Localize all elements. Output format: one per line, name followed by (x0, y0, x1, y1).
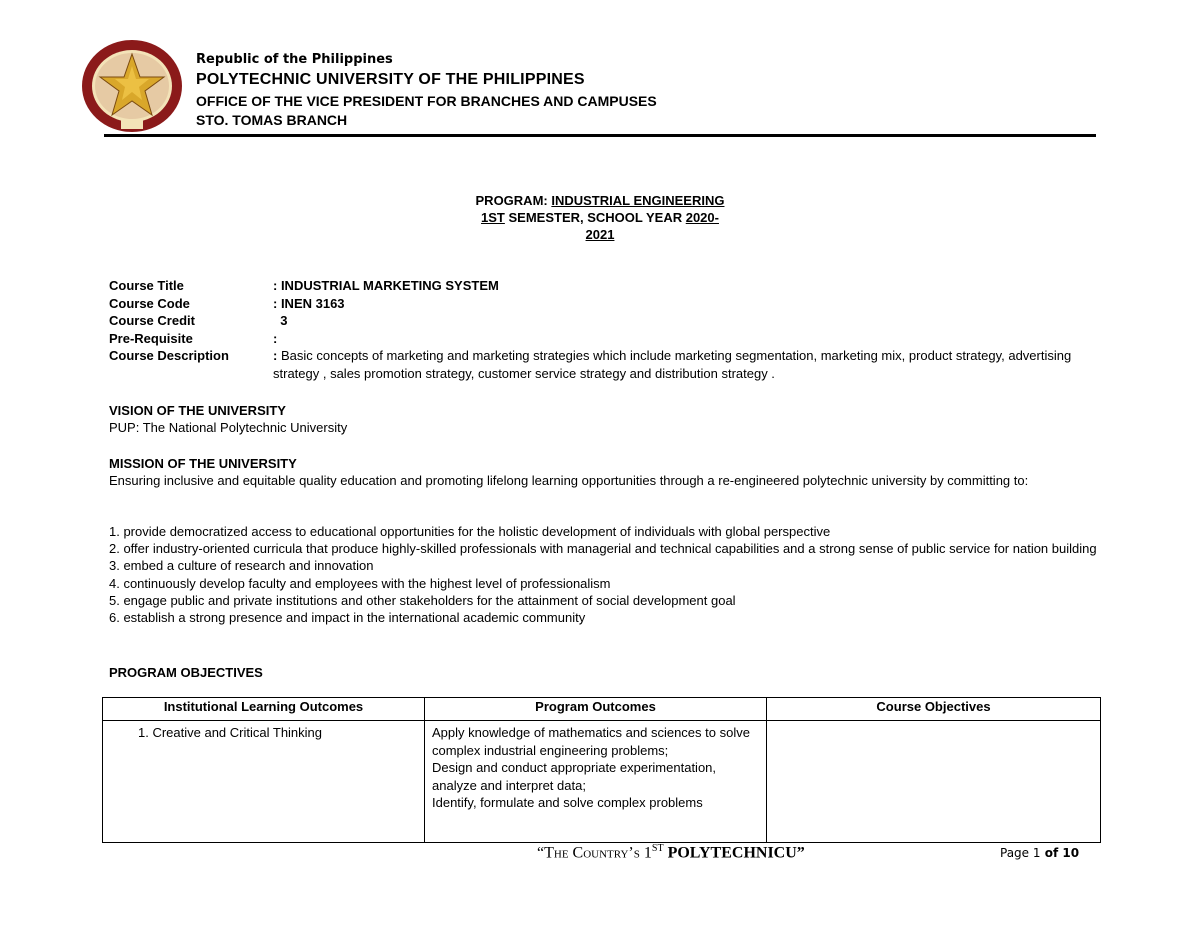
mission-item: 3. embed a culture of research and innovation (109, 558, 374, 574)
university-seal-logo (80, 38, 190, 134)
course-credit-row (109, 312, 1093, 330)
mission-item: 6. establish a strong presence and impact in the international academic community (109, 610, 586, 626)
column-header-course-objectives: Course Objectives (767, 698, 1101, 721)
course-title-row (109, 277, 1093, 295)
course-description-row (109, 347, 1093, 382)
mission-item: 5. engage public and private institutions and other stakeholders for the attainment of social development goal (109, 592, 736, 608)
page-number (1000, 846, 1079, 860)
column-header-program-outcomes: Program Outcomes (425, 698, 767, 721)
mission-list (109, 523, 1099, 626)
program-outcomes-cell: Apply knowledge of mathematics and sciences to solve complex industrial engineering problems; Design and conduct appropriate experimentation, analyze and interpret data; Identify, formulate and solve complex problems (425, 721, 767, 843)
prerequisite-row (109, 330, 1093, 348)
column-header-ilo: Institutional Learning Outcomes (103, 698, 425, 721)
objectives-section (109, 664, 1099, 681)
motto-superscript: ST (651, 843, 664, 854)
program-prefix: PROGRAM: (475, 193, 552, 208)
course-title-value: : INDUSTRIAL MARKETING SYSTEM (273, 278, 499, 293)
course-description-text (273, 347, 1093, 382)
course-code-label: Course Code (109, 295, 190, 311)
office-name: OFFICE OF THE VICE PRESIDENT FOR BRANCHES AND CAMPUSES (196, 93, 657, 109)
motto-prefix: “The Country’s 1 (537, 844, 652, 862)
mission-text: Ensuring inclusive and equitable quality education and promoting lifelong learning opportunities through a re-engineered polytechnic university by committing to: (109, 473, 1029, 488)
objectives-heading: PROGRAM OBJECTIVES (109, 665, 263, 680)
vision-section (109, 402, 1099, 436)
program-name: INDUSTRIAL ENGINEERING (551, 193, 725, 208)
vision-text: PUP: The National Polytechnic University (109, 420, 348, 435)
branch-name: STO. TOMAS BRANCH (196, 112, 348, 128)
page-of: of (1040, 846, 1063, 860)
program-heading (0, 192, 1200, 243)
footer-motto (537, 843, 805, 862)
table-row (103, 721, 1101, 843)
semester-rest: SEMESTER, SCHOOL YEAR (504, 210, 686, 225)
motto-suffix: POLYTECHNICU” (663, 844, 805, 862)
school-year-start: 2020- (685, 210, 719, 225)
page-total: 10 (1062, 846, 1080, 860)
ilo-cell: 1. Creative and Critical Thinking (103, 721, 425, 843)
vision-heading: VISION OF THE UNIVERSITY (109, 403, 286, 418)
mission-item: 4. continuously develop faculty and employees with the highest level of professionalism (109, 575, 611, 591)
mission-section (109, 455, 1099, 489)
page-current: 1 (1032, 846, 1041, 860)
course-code-value: : INEN 3163 (273, 295, 345, 311)
table-header-row (103, 698, 1101, 721)
course-credit-label: Course Credit (109, 313, 195, 328)
mission-heading: MISSION OF THE UNIVERSITY (109, 456, 297, 471)
mission-item: 2. offer industry-oriented curricula that produce highly-skilled professionals with managerial and technical capabilities and a strong sense of public service for nation building (109, 541, 1097, 557)
course-description-body: Basic concepts of marketing and marketing strategies which include marketing segmentation, marketing mix, product strategy, advertising strategy , sales promotion strategy, customer service strategy and distribution strategy . (273, 348, 1072, 381)
header-divider (104, 134, 1096, 137)
objectives-table (102, 697, 1101, 843)
course-info (109, 277, 1093, 382)
mission-item: 1. provide democratized access to educational opportunities for the holistic development of individuals with global perspective (109, 524, 831, 539)
course-objectives-cell (767, 721, 1101, 843)
course-code-row (109, 295, 1093, 313)
course-title-label: Course Title (109, 278, 184, 293)
page-label: Page (1000, 846, 1033, 860)
course-description-colon: : (273, 348, 278, 363)
course-description-label: Course Description (109, 348, 229, 363)
school-year-end: 2021 (585, 227, 615, 242)
republic-label: Republic of the Philippines (196, 52, 393, 67)
semester: 1ST (481, 210, 505, 225)
university-name: POLYTECHNIC UNIVERSITY OF THE PHILIPPINES (196, 71, 585, 88)
prerequisite-label: Pre-Requisite (109, 330, 193, 346)
course-credit-value: 3 (273, 313, 288, 328)
prerequisite-value: : (273, 330, 278, 346)
